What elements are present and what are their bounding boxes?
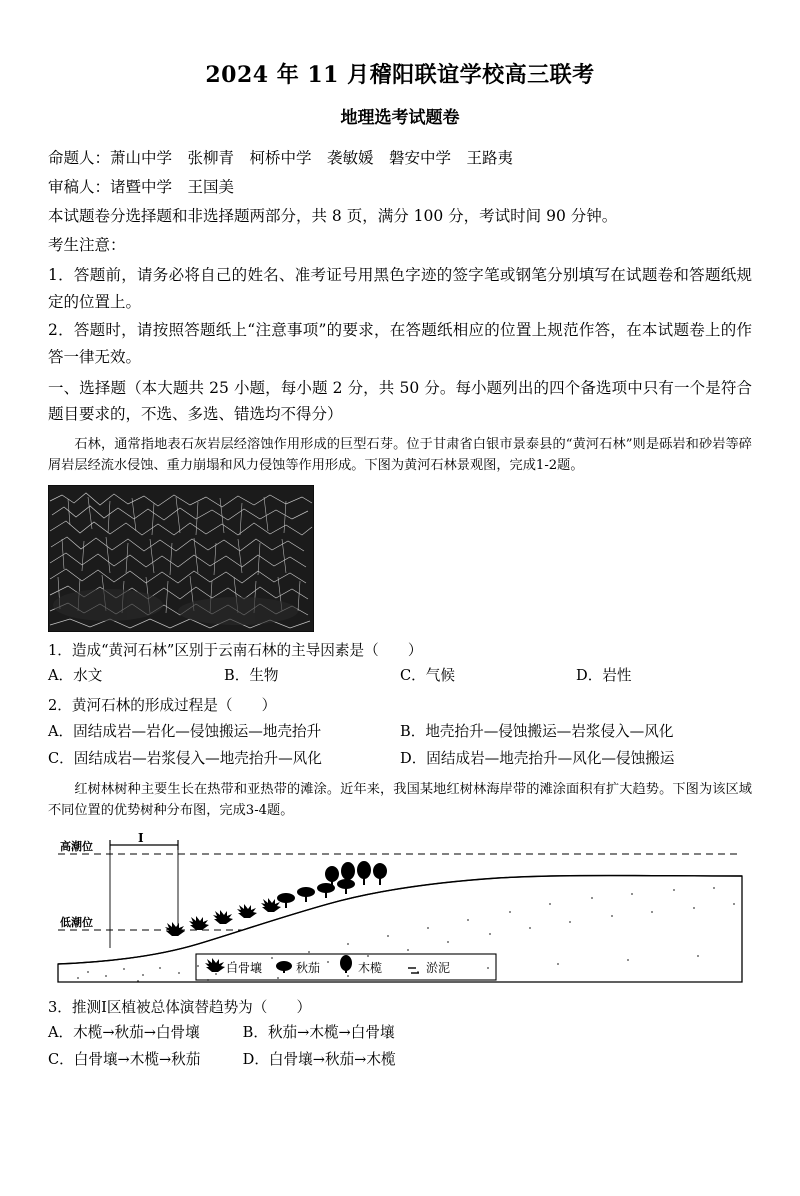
question-3-option-b[interactable]: B．秋茄→木榄→白骨壤 bbox=[242, 1024, 395, 1042]
mangrove-distribution-diagram bbox=[48, 832, 752, 987]
section-one-heading: 一、选择题（本大题共 25 小题，每小题 2 分，共 50 分。每小题列出的四个备选项中只有一个是符合题目要求的，不选、多选、错选均不得分） bbox=[48, 378, 752, 424]
question-2-stem: 2．黄河石林的形成过程是（ ） bbox=[48, 697, 277, 715]
question-3-options-row1 bbox=[48, 1020, 752, 1047]
question-3-option-c[interactable]: C．白骨壤→木榄→秋茄 bbox=[48, 1051, 201, 1069]
question-2-option-a[interactable]: A．固结成岩—岩化—侵蚀搬运—地壳抬升 bbox=[48, 722, 322, 740]
figure-mangrove-zonation bbox=[48, 832, 752, 987]
question-1-option-d[interactable]: D．岩性 bbox=[576, 667, 632, 685]
candidate-notice-1: 1．答题前，请务必将自己的姓名、准考证号用黑色字迹的签字笔或钢笔分别填写在试题卷和答题纸规定的位置上。 bbox=[48, 265, 752, 311]
question-1-option-b[interactable]: B．生物 bbox=[224, 667, 279, 685]
low-tide-label: 低潮位 bbox=[60, 915, 93, 929]
figure-stone-forest bbox=[48, 485, 752, 632]
zone-I-label: I bbox=[138, 831, 144, 845]
legend-label-baigurang: 白骨壤 bbox=[226, 960, 263, 975]
candidate-notice-2: 2．答题时，请按照答题纸上“注意事项”的要求，在答题纸相应的位置上规范作答，在本试题卷上的作答一律无效。 bbox=[48, 321, 752, 366]
material-1-text: 石林，通常指地表石灰岩层经溶蚀作用形成的巨型石芽。位于甘肃省白银市景泰县的“黄河石林”则是砾岩和砂岩等碎屑岩层经流水侵蚀、重力崩塌和风力侵蚀等作用形成。下图为黄河石林景观图，完成1-2题。 bbox=[48, 436, 752, 474]
stone-forest-landscape-image bbox=[48, 485, 314, 632]
exam-info-line: 本试题卷分选择题和非选择题两部分，共 8 页，满分 100 分，考试时间 90 分钟。 bbox=[48, 207, 618, 226]
question-2-option-b[interactable]: B．地壳抬升—侵蚀搬运—岩浆侵入—风化 bbox=[400, 722, 674, 740]
question-2-options-row2 bbox=[48, 746, 752, 773]
high-tide-label: 高潮位 bbox=[60, 839, 93, 853]
question-1-option-a[interactable]: A．水文 bbox=[48, 667, 103, 685]
question-3-options-row2 bbox=[48, 1047, 752, 1074]
material-2-text: 红树林树种主要生长在热带和亚热带的滩涂。近年来，我国某地红树林海岸带的滩涂面积有扩大趋势。下图为该区域不同位置的优势树种分布图，完成3-4题。 bbox=[48, 781, 752, 819]
question-2-option-d[interactable]: D．固结成岩—地壳抬升—风化—侵蚀搬运 bbox=[400, 749, 675, 767]
proposer-line: 命题人：萧山中学 张柳青 柯桥中学 袭敏媛 磐安中学 王路夷 bbox=[48, 149, 514, 167]
candidate-notice-title: 考生注意： bbox=[48, 236, 126, 254]
question-2-option-c[interactable]: C．固结成岩—岩浆侵入—地壳抬升—风化 bbox=[48, 749, 322, 767]
question-1-stem: 1．造成“黄河石林”区别于云南石林的主导因素是（ ） bbox=[48, 641, 423, 659]
question-3-stem: 3．推测Ⅰ区植被总体演替趋势为（ ） bbox=[48, 998, 312, 1016]
question-1-option-c[interactable]: C．气候 bbox=[400, 667, 455, 685]
page-title: 2024 年 11 月稽阳联谊学校高三联考 bbox=[205, 62, 595, 88]
question-3-option-a[interactable]: A．木榄→秋茄→白骨壤 bbox=[48, 1024, 200, 1042]
reviewer-line: 审稿人：诸暨中学 王国美 bbox=[48, 177, 235, 196]
page-subtitle: 地理选考试题卷 bbox=[340, 108, 460, 128]
legend-label-qiuqie: 秋茄 bbox=[296, 960, 321, 975]
legend-label-mulan: 木榄 bbox=[358, 960, 383, 975]
question-2-options-row1 bbox=[48, 719, 752, 746]
legend-label-mud: 淤泥 bbox=[426, 960, 451, 975]
question-1-options bbox=[48, 663, 752, 689]
question-3-option-d[interactable]: D．白骨壤→秋茄→木榄 bbox=[242, 1051, 396, 1069]
